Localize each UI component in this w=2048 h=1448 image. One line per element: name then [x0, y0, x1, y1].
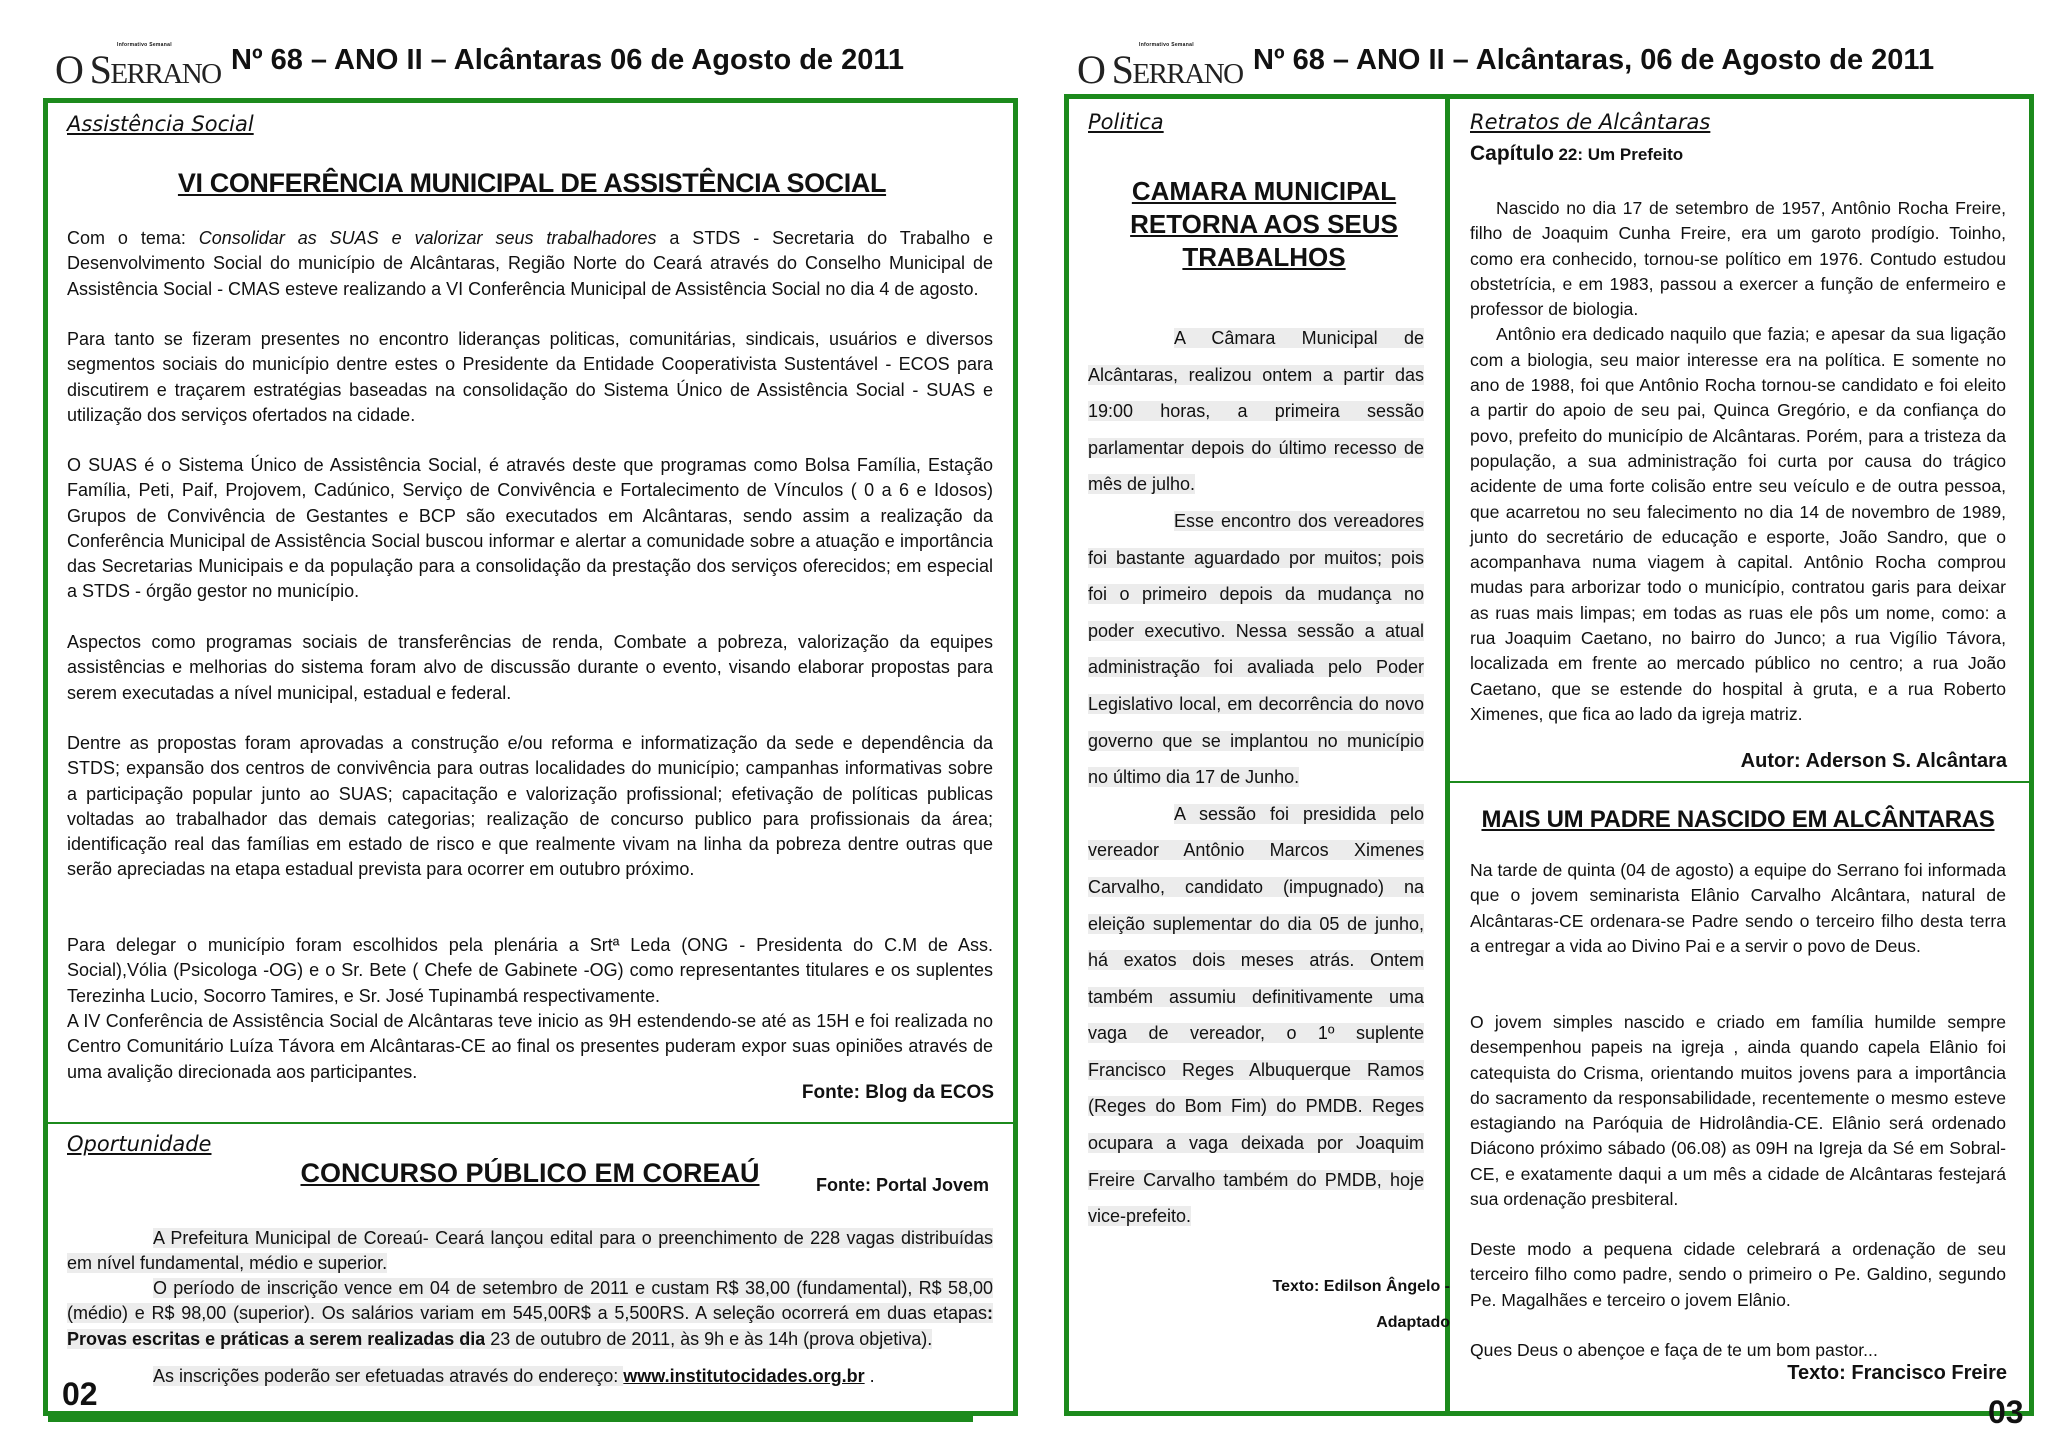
chapter-label: Capítulo: [1470, 142, 1554, 165]
politica-article: [1088, 320, 1424, 1235]
source-credit: Fonte: Portal Jovem: [816, 1175, 990, 1195]
text-span: A Prefeitura Municipal de Coreaú- Ceará lançou edital para o preenchimento de 228 vagas distribuídas em nível fundamental, médio e superior.: [67, 1228, 993, 1274]
chapter-title: 22: Um Prefeito: [1558, 145, 1684, 164]
right-masthead: [1077, 42, 2037, 92]
text-span: O período de inscrição vence em 04 de setembro de 2011 e custam R$ 38,00 (fundamental), R$ 58,00 (médio) e R$ 98,00 (superior). Os salários variam em 545,00R$ a 5,500RS. A seleção ocorrerá em duas etapas: [67, 1278, 993, 1324]
article-paragraph: Para tanto se fizeram presentes no encontro lideranças politicas, comunitárias, sindicais, usuários e diversos segmentos sociais do município dentre estes o Presidente da Entidade Cooperativista Sustentável - ECOS para discutirem e traçarem estratégias baseadas na consolidação do Sistema Único de Assistência Social - SUAS e utilização dos serviços ofertados na cidade.: [67, 329, 993, 425]
column-divider: [1445, 96, 1450, 1414]
article-paragraph: Ques Deus o abençoe e faça de te um bom pastor...: [1470, 1340, 1878, 1360]
text-span: A Câmara Municipal de Alcântaras, realizou ontem a partir das 19:00 horas, a primeira sessão parlamentar depois do último recesso de mês de julho.: [1088, 328, 1424, 495]
author-credit: Autor: Aderson S. Alcântara: [1740, 750, 2007, 772]
article-paragraph: Antônio era dedicado naquilo que fazia; e apesar da sua ligação com a biologia, seu maior interesse era na política. E somente no ano de 1988, foi que Antônio Rocha tornou-se candidato e foi eleito a partir do apoio de seu pai, Quinca Gregório, e da confiança do povo, prefeito do município de Alcântaras. Porém, para a tristeza da população, a sua administração foi curta por causa do trágico acidente de uma forte colisão entre seu veículo e de outra pessoa, que acarretou no seu falecimento no dia 14 de novembro de 1989, junto do secretário de educação e esporte, João Sandro, que o acompanhava numa viagem à capital. Antônio Rocha comprou mudas para arborizar todo o município, contratou garis para deixar as ruas mais limpas; em todas as ruas ele pôs um nome, como: a rua Joaquim Caetano, no bairro do Junco; a rua Vigílio Távora, localizada em frente ao mercado público no centro; a rua João Caetano, que se estende do hospital à gruta, e a rua Roberto Ximenes, que fica ao lado da igreja matriz.: [1470, 324, 2006, 724]
logo-wordmark: O SERRANO: [1077, 47, 1243, 92]
text-span: as a serem realizadas dia: [269, 1328, 486, 1349]
headline-camara: CAMARA MUNICIPAL RETORNA AOS SEUS TRABALHOS: [1130, 176, 1398, 272]
author-credit: Texto: Francisco Freire: [1787, 1362, 2007, 1384]
article-paragraph: Na tarde de quinta (04 de agosto) a equipe do Serrano foi informada que o jovem seminarista Elânio Carvalho Alcântara, natural de Alcântaras-CE ordenara-se Padre sendo o terceiro filho desta terra a entregar a vida ao Divino Pai e a servir o povo de Deus.: [1470, 860, 2006, 956]
source-credit: Fonte: Blog da ECOS: [801, 1082, 994, 1103]
page-number: 02: [62, 1376, 98, 1412]
article-paragraph: Deste modo a pequena cidade celebrará a ordenação de seu terceiro filho como padre, sendo o primeiro o Pe. Galdino, segundo Pe. Magalhães e terceiro o jovem Elânio.: [1470, 1239, 2006, 1310]
section-label-politica: Politica: [1088, 110, 1164, 134]
issue-line: Nº 68 – ANO II – Alcântaras 06 de Agosto de 2011: [231, 44, 905, 76]
right-divider: [1450, 781, 2030, 783]
article-paragraph: O jovem simples nascido e criado em família humilde sempre desempenhou papeis na igreja , ainda quando capela Elânio foi catequista do Crisma, orientando muitos jovens para a importância do sacramento da responsabilidade, recentemente o mesmo esteve estagiando na Paróquia de Hidrolândia-CE. Elânio será ordenado Diácono próximo sábado (06.08) as 09H na Igreja da Sé em Sobral-CE, e exatamente daqui a um mês a cidade de Alcântaras festejará sua ordenação presbiteral.: [1470, 1012, 2006, 1210]
institute-link[interactable]: www.institutocidades.org.br: [623, 1366, 865, 1386]
article-paragraph: [67, 1276, 993, 1352]
article-paragraph: A IV Conferência de Assistência Social de Alcântaras teve inicio as 9H estendendo-se até as 15H e foi realizada no Centro Comunitário Luíza Távora em Alcântaras-CE ao final os presentes puderam expor suas opiniões através de uma avalição direcionada aos participantes.: [67, 1011, 993, 1082]
headline-padre: MAIS UM PADRE NASCIDO EM ALCÂNTARAS: [1481, 806, 1995, 833]
text-span: .: [864, 1366, 875, 1386]
article-paragraph: Dentre as propostas foram aprovadas a construção e/ou reforma e informatização da sede e dependência da STDS; expansão dos centros de convivência para outras localidades do município; campanhas informativas sobre a participação popular junto ao SUAS; capacitação e valorização profissional; efetivação de políticas publicas voltadas ao trabalhador das demais categorias; realização de concurso publico para profissionais da área; identificação real das famílias em estado de risco e que realmente vivam na linha da pobreza dentre outras que serão apreciadas na etapa estadual prevista para ocorrer em outubro próximo.: [67, 733, 993, 880]
logo-wordmark: O SERRANO: [55, 47, 221, 92]
article-paragraph: Nascido no dia 17 de setembro de 1957, Antônio Rocha Freire, filho de Joaquim Cunha Freire, era um garoto prodígio. Toinho, como era conhecido, tornou-se político em 1976. Contudo estudou obstetrícia, e em 1983, passou a exercer a função de enfermeiro e professor de biologia.: [1470, 198, 2006, 320]
section-label-assistencia: Assistência Social: [67, 112, 254, 136]
article-paragraph: [1088, 503, 1424, 796]
logo-tagline: Informativo Semanal: [117, 42, 172, 48]
article-paragraph: [67, 226, 993, 302]
left-divider: [48, 1122, 1014, 1124]
text-span: : Provas escritas e prátic: [67, 1303, 993, 1349]
headline-concurso: CONCURSO PÚBLICO EM COREAÚ: [300, 1158, 760, 1188]
author-credit: Adaptado: [1376, 1314, 1450, 1331]
text-span: a STDS - Secretaria do Trabalho e Desenvolvimento Social do município de Alcântaras, Região Norte do Ceará através do Conselho Municipal de Assistência Social - CMAS esteve realizando a VI Conferência Municipal de Assistência Social no dia 4 de agosto.: [67, 228, 993, 299]
issue-line: Nº 68 – ANO II – Alcântaras, 06 de Agosto de 2011: [1253, 44, 1935, 76]
text-span: Esse encontro dos vereadores foi bastante aguardado por muitos; pois foi o primeiro depois da mudança no poder executivo. Nessa sessão a atual administração foi avaliada pelo Poder Legislativo local, em decorrência do novo governo que se implantou no município no último dia 17 de Junho.: [1088, 510, 1424, 788]
text-span: As inscrições poderão ser efetuadas através do endereço:: [153, 1366, 624, 1386]
chapter-heading: [1470, 142, 1683, 166]
text-span: 23 de outubro de 2011, às 9h e às 14h (prova objetiva).: [485, 1328, 933, 1349]
headline-conferencia: VI CONFERÊNCIA MUNICIPAL DE ASSISTÊNCIA SOCIAL: [177, 168, 887, 198]
theme-text: Consolidar as SUAS e valorizar seus trabalhadores: [198, 228, 657, 248]
article-paragraph: Aspectos como programas sociais de transferências de renda, Combate a pobreza, valorização da equipes assistências e melhorias do sistema foram alvo de discussão durante o evento, visando elaborar propostas para serem executadas a nível municipal, estadual e federal.: [67, 632, 993, 703]
page-number: 03: [1988, 1394, 2024, 1430]
retratos-article: [1470, 196, 2006, 727]
left-masthead: [55, 42, 1015, 92]
article-paragraph: [67, 1226, 993, 1277]
article-paragraph: [1088, 796, 1424, 1235]
text-span: A sessão foi presidida pelo vereador Antônio Marcos Ximenes Carvalho, candidato (impugnado) na eleição suplementar do dia 05 de junho, há exatos dois meses atrás. Ontem também assumiu definitivamente uma vaga de vereador, o 1º suplente Francisco Reges Albuquerque Ramos (Reges do Bom Fim) do PMDB. Reges ocupara a vaga deixada por Joaquim Freire Carvalho também do PMDB, hoje vice-prefeito.: [1088, 803, 1424, 1227]
article-paragraph: [1088, 320, 1424, 503]
logo-tagline: Informativo Semanal: [1139, 42, 1194, 48]
article-paragraph: Para delegar o município foram escolhidos pela plenária a Srtª Leda (ONG - Presidenta do C.M de Ass. Social),Vólia (Psicologa -OG) e o Sr. Bete ( Chefe de Gabinete -OG) como representantes titulares e os suplentes Terezinha Lucio, Socorro Tamires, e Sr. José Tupinambá respectivamente.: [67, 935, 993, 1006]
right-page: [1024, 0, 2048, 1448]
section-label-retratos: Retratos de Alcântaras: [1470, 110, 1711, 134]
article-paragraph: [67, 1364, 993, 1389]
newspaper-logo: [1077, 42, 1247, 92]
author-credit: Texto: Edilson Ângelo -: [1272, 1278, 1450, 1295]
section-label-oportunidade: Oportunidade: [67, 1132, 212, 1156]
article-paragraph: O SUAS é o Sistema Único de Assistência Social, é através deste que programas como Bolsa Família, Estação Família, Peti, Paif, Projovem, Cadúnico, Serviço de Convivência e Fortalecimento de Vínculos ( 0 a 6 e Idosos) Grupos de Convivência de Gestantes e BCP são executados em Alcântaras, sendo assim a realização da Conferência Municipal de Assistência Social buscou informar e alertar a comunidade sobre a atuação e importância das Secretarias Municipais e da população para a consolidação da prestação dos serviços oferecidos; em especial a STDS - órgão gestor no município.: [67, 455, 993, 602]
text-span: Com o tema:: [67, 228, 199, 248]
left-bottom-bar: [48, 1416, 973, 1422]
newspaper-logo: [55, 42, 225, 92]
